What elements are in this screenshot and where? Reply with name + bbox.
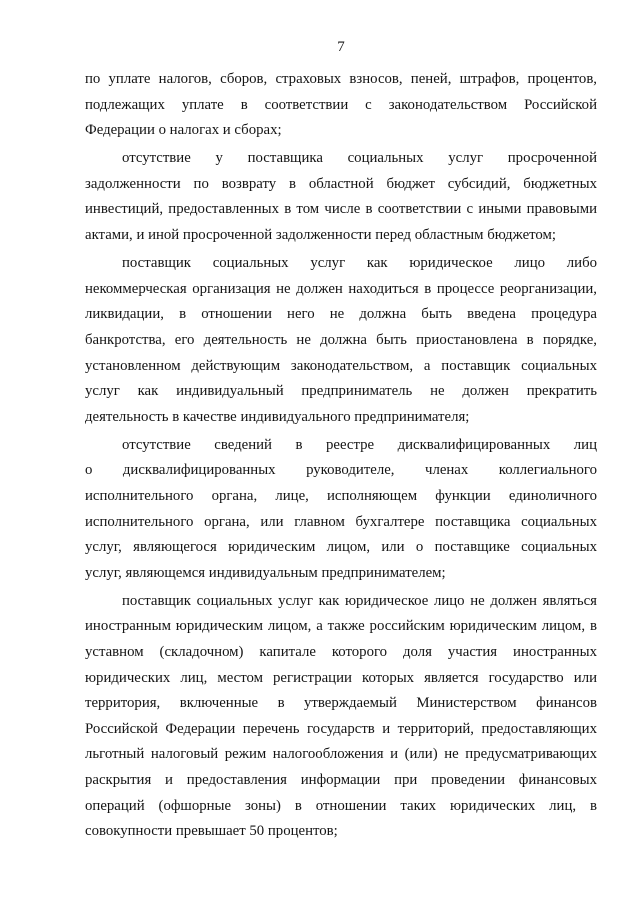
paragraph [85,67,597,144]
text-line: территория, включенные в утверждаемый Министерством финансов [85,695,597,712]
text-line: услуг как индивидуальный предприниматель не должен прекратить [85,383,597,400]
text-line: юридических лиц, местом регистрации которых является государство или [85,669,597,686]
paragraph [85,433,597,587]
paragraph [85,251,597,430]
text-line: банкротства, его деятельность не должна быть приостановлена в порядке, [85,331,597,348]
text-line: иностранным юридическим лицом, а также российским юридическим лицом, в [85,618,597,635]
text-line: подлежащих уплате в соответствии с законодательством Российской [85,96,597,113]
text-line: установленном действующим законодательством, а поставщик социальных [85,357,597,374]
text-line: деятельность в качестве индивидуального предпринимателя; [85,408,470,425]
text-line: исполнительного органа, лице, исполняющем функции единоличного [85,488,597,504]
text-line: ликвидации, в отношении него не должна быть введена процедура [85,306,597,323]
text-line: поставщик социальных услуг как юридическое лицо не должен являться [122,592,597,609]
text-line: актами, и иной просроченной задолженности перед областным бюджетом; [85,227,557,244]
text-line: по уплате налогов, сборов, страховых взносов, пеней, штрафов, процентов, [85,71,597,87]
text-line: отсутствие сведений в реестре дисквалифицированных лиц [122,436,597,453]
text-line: Федерации о налогах и сборах; [85,122,282,139]
text-line: некоммерческая организация не должен находиться в процессе реорганизации, [85,280,597,297]
page-number: 7 [337,39,345,55]
text-line: инвестиций, предоставленных в том числе в соответствии с иными правовыми [85,201,597,218]
paragraph [85,589,597,845]
text-line: задолженности по возврату в областной бюджет субсидий, бюджетных [85,175,597,192]
text-line: услуг, являющегося юридическим лицом, или о поставщике социальных [85,539,597,556]
text-line: отсутствие у поставщика социальных услуг просроченной [122,150,597,167]
text-line: льготный налоговый режим налогообложения и (или) не предусматривающих [85,746,597,763]
text-line: поставщик социальных услуг как юридическое лицо либо [122,255,597,272]
text-line: совокупности превышает 50 процентов; [85,823,338,840]
text-line: исполнительного органа, или главном бухгалтере поставщика социальных [85,513,597,530]
text-line: о дисквалифицированных руководителе, членах коллегиального [85,462,597,479]
text-line: услуг, являющемся индивидуальным предпринимателем; [85,564,446,581]
document-body [85,67,597,845]
text-line: операций (офшорные зоны) в отношении таких юридических лиц, в [85,797,597,814]
paragraph [85,146,597,248]
text-line: Российской Федерации перечень государств и территорий, предоставляющих [85,720,597,737]
text-line: раскрытия и предоставления информации при проведении финансовых [85,772,597,789]
text-line: уставном (складочном) капитале которого доля участия иностранных [85,644,597,661]
